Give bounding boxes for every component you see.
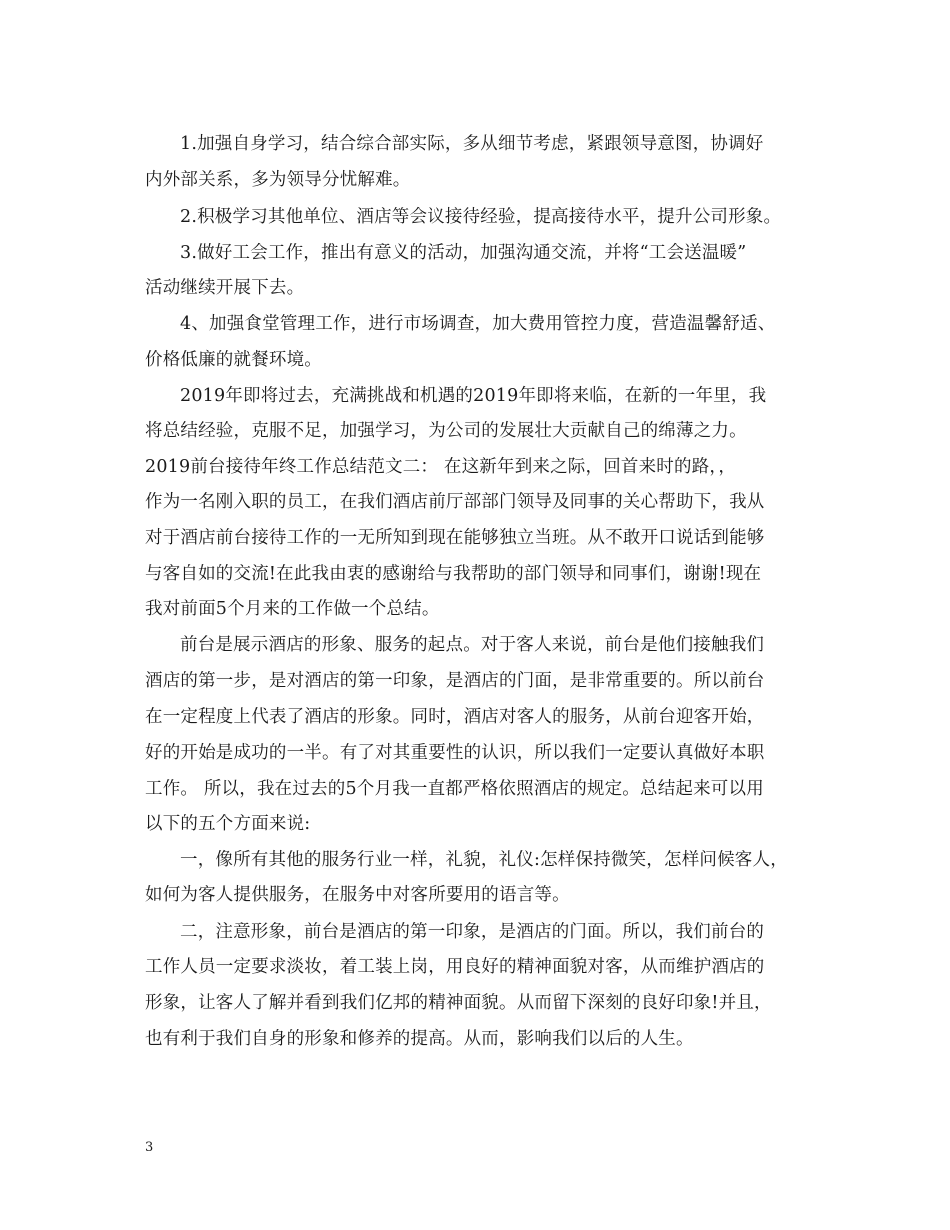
text-line: 也有利于我们自身的形象和修养的提高。从而，影响我们以后的人生。 (145, 1029, 694, 1049)
text-line: 与客自如的交流!在此我由衷的感谢给与我帮助的部门领导和同事们，谢谢!现在 (145, 564, 762, 584)
text-line: 作为一名刚入职的员工，在我们酒店前厅部部门领导及同事的关心帮助下，我从 (145, 492, 765, 512)
text-line: 如何为客人提供服务，在服务中对客所要用的语言等。 (145, 885, 570, 905)
text-line: 2.积极学习其他单位、酒店等会议接待经验，提高接待水平，提升公司形象。 (180, 207, 782, 227)
text-line: 工作。 所以，我在过去的5个月我一直都严格依照酒店的规定。总结起来可以用 (145, 779, 764, 799)
text-line: 工作人员一定要求淡妆，着工装上岗，用良好的精神面貌对客，从而维护酒店的 (145, 957, 765, 977)
text-line: 2019年即将过去，充满挑战和机遇的2019年即将来临，在新的一年里，我 (180, 386, 767, 406)
text-line: 对于酒店前台接待工作的一无所知到现在能够独立当班。从不敢开口说话到能够 (145, 528, 765, 548)
text-line: 形象，让客人了解并看到我们亿邦的精神面貌。从而留下深刻的良好印象!并且， (145, 993, 772, 1013)
page-number: 3 (145, 1140, 154, 1155)
text-line: 3.做好工会工作，推出有意义的活动，加强沟通交流，并将“工会送温暖” (180, 243, 747, 263)
text-line: 内外部关系，多为领导分忧解难。 (145, 170, 411, 190)
text-line: 酒店的第一步，是对酒店的第一印象，是酒店的门面，是非常重要的。所以前台 (145, 671, 765, 691)
text-line: 在一定程度上代表了酒店的形象。同时，酒店对客人的服务，从前台迎客开始， (145, 707, 765, 727)
text-line: 前台是展示酒店的形象、服务的起点。对于客人来说，前台是他们接触我们 (180, 635, 765, 655)
text-line: 二，注意形象，前台是酒店的第一印象，是酒店的门面。所以，我们前台的 (180, 922, 765, 942)
text-line: 将总结经验，克服不足，加强学习，为公司的发展壮大贡献自己的绵薄之力。 (145, 421, 747, 441)
text-line: 好的开始是成功的一半。有了对其重要性的认识，所以我们一定要认真做好本职 (145, 743, 765, 763)
text-line: 1.加强自身学习，结合综合部实际，多从细节考虑，紧跟领导意图，协调好 (180, 134, 764, 154)
text-line: 价格低廉的就餐环境。 (145, 350, 322, 370)
text-line: 以下的五个方面来说: (145, 814, 311, 834)
text-line: 4、加强食堂管理工作，进行市场调查，加大费用管控力度，营造温馨舒适、 (180, 314, 776, 334)
text-line: 活动继续开展下去。 (145, 278, 305, 298)
text-line: 一，像所有其他的服务行业一样，礼貌，礼仪:怎样保持微笑，怎样问候客人， (180, 850, 788, 870)
text-line: 我对前面5个月来的工作做一个总结。 (145, 599, 440, 619)
text-line: 2019前台接待年终工作总结范文二： 在这新年到来之际，回首来时的路，， (145, 457, 737, 477)
